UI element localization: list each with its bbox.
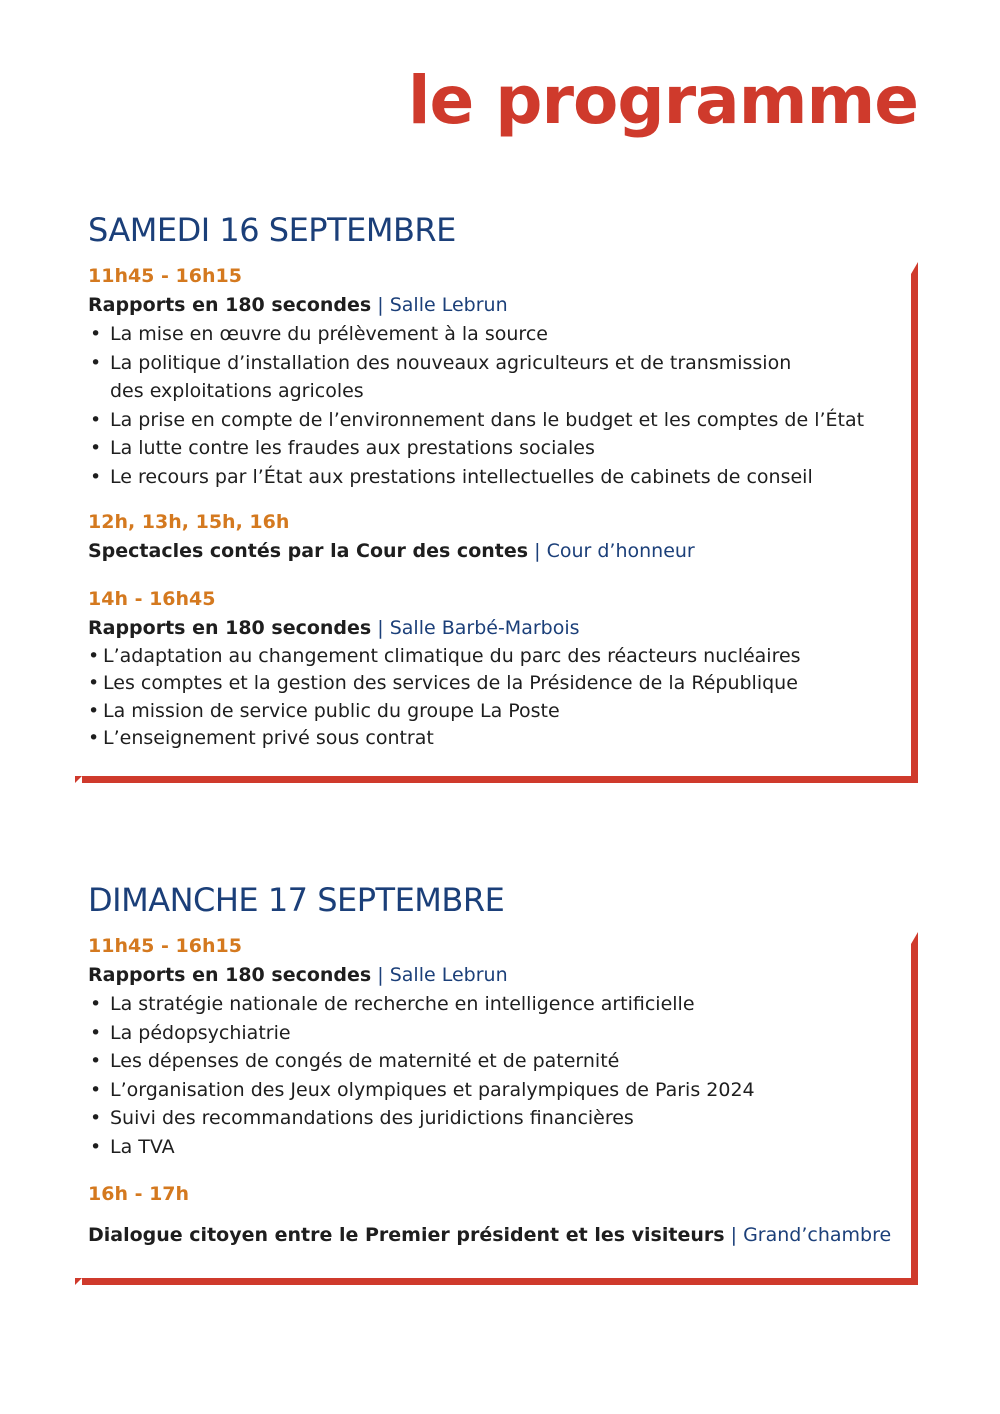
list-item: • La TVA	[88, 1133, 888, 1162]
list-item: • La mise en œuvre du prélèvement à la source	[88, 320, 888, 349]
list-item: • Les dépenses de congés de maternité et de paternité	[88, 1047, 888, 1076]
session-heading	[88, 537, 888, 566]
session-label: Rapports en 180 secondes	[88, 617, 372, 639]
list-item: • Le recours par l’État aux prestations intellectuelles de cabinets de conseil	[88, 463, 888, 492]
session-items	[88, 990, 888, 1162]
list-item: • L’adaptation au changement climatique du parc des réacteurs nucléaires	[88, 643, 888, 670]
session-samedi-3	[88, 585, 888, 752]
session-label: Spectacles contés par la Cour des contes	[88, 540, 529, 562]
session-dimanche-1	[88, 932, 888, 1162]
session-time: 12h, 13h, 15h, 16h	[88, 511, 290, 533]
session-separator: |	[377, 964, 384, 986]
session-label: Rapports en 180 secondes	[88, 294, 372, 316]
session-items	[88, 643, 888, 752]
list-item: • Suivi des recommandations des juridictions financières	[88, 1104, 888, 1133]
list-item: • L’enseignement privé sous contrat	[88, 725, 888, 752]
session-time: 16h - 17h	[88, 1183, 190, 1205]
session-venue: Salle Lebrun	[389, 964, 508, 986]
list-item: • La mission de service public du groupe La Poste	[88, 698, 888, 725]
list-item: • La pédopsychiatrie	[88, 1019, 888, 1048]
list-item: • La stratégie nationale de recherche en intelligence artificielle	[88, 990, 888, 1019]
session-heading	[88, 291, 888, 320]
session-time: 11h45 - 16h15	[88, 935, 242, 957]
session-items	[88, 320, 888, 492]
day-heading-dimanche: DIMANCHE 17 SEPTEMBRE	[88, 881, 505, 919]
session-separator: |	[377, 617, 384, 639]
session-label: Rapports en 180 secondes	[88, 964, 372, 986]
page-title: le programme	[407, 62, 918, 139]
session-heading	[88, 961, 888, 990]
day-heading-samedi: SAMEDI 16 SEPTEMBRE	[88, 211, 456, 249]
list-item: • La lutte contre les fraudes aux prestations sociales	[88, 434, 888, 463]
session-venue: Grand’chambre	[743, 1224, 892, 1246]
session-dimanche-2	[88, 1180, 892, 1250]
list-item-continuation: des exploitations agricoles	[110, 380, 364, 403]
session-venue: Salle Barbé-Marbois	[389, 617, 580, 639]
session-heading	[88, 1221, 892, 1250]
list-item: • La politique d’installation des nouveaux agriculteurs et de transmission	[88, 349, 888, 378]
session-venue: Cour d’honneur	[546, 540, 695, 562]
list-item: • Les comptes et la gestion des services de la Présidence de la République	[88, 670, 888, 697]
list-item: • La prise en compte de l’environnement dans le budget et les comptes de l’État	[88, 406, 888, 435]
session-time: 11h45 - 16h15	[88, 265, 242, 287]
session-heading	[88, 614, 888, 643]
session-label: Dialogue citoyen entre le Premier président et les visiteurs	[88, 1224, 725, 1246]
list-item: • L’organisation des Jeux olympiques et paralympiques de Paris 2024	[88, 1076, 888, 1105]
session-separator: |	[377, 294, 384, 316]
session-separator: |	[730, 1224, 738, 1246]
session-venue: Salle Lebrun	[389, 294, 508, 316]
session-separator: |	[534, 540, 541, 562]
session-time: 14h - 16h45	[88, 588, 216, 610]
session-samedi-2	[88, 508, 888, 566]
session-samedi-1	[88, 262, 888, 492]
